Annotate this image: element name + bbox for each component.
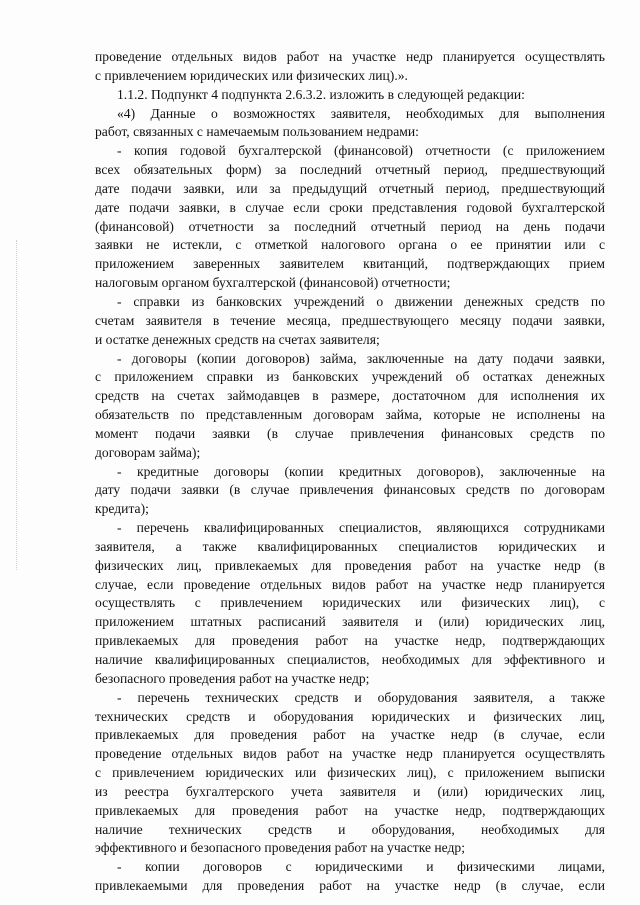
text-line: - договоры (копии договоров) займа, заключенные на дату подачи заявки, (117, 350, 605, 366)
text-line: дате подачи заявки, в случае если сроки представления годовой бухгалтерской (95, 199, 605, 215)
text-line: работ, связанных с намечаемым пользованием недрами: (95, 124, 419, 140)
text-line: - копии договоров с юридическими и физическими лицами, (117, 859, 605, 875)
text-line: дате подачи заявки, или за предыдущий отчетный период, предшествующий (95, 180, 605, 196)
text-line: - перечень квалифицированных специалистов, являющихся сотрудниками (117, 520, 605, 536)
text-line: заявки не истекли, с отметкой налогового органа о ее принятии или с (95, 237, 605, 253)
text-line: договорам займа); (95, 444, 201, 460)
text-line: приложением штатных расписаний заявителя и (или) юридических лиц, (95, 614, 605, 630)
text-line: безопасного проведения работ на участке недр; (95, 670, 370, 686)
text-line: момент подачи заявки (в случае привлечения финансовых средств по (95, 425, 605, 441)
text-line: - справки из банковских учреждений о движении денежных средств по (117, 293, 605, 309)
text-line: наличие квалифицированных специалистов, необходимых для эффективного и (95, 652, 605, 667)
document-body (95, 48, 605, 896)
text-line: заявителя, а также квалифицированных специалистов юридических и (95, 538, 605, 554)
text-line: счетам заявителя в течение месяца, предшествующего месяцу подачи заявки, (95, 312, 605, 328)
text-line: всех обязательных форм) за последний отчетный период, предшествующий (95, 162, 605, 178)
text-line: (финансовой) отчетности за последний отчетный период на день подачи (95, 218, 605, 234)
text-line: 1.1.2. Подпункт 4 подпункта 2.6.3.2. изложить в следующей редакции: (117, 86, 525, 102)
scan-margin-artifact (16, 240, 18, 570)
text-line: приложением заверенных заявителем квитанций, подтверждающих прием (95, 256, 605, 272)
text-line: проведение отдельных видов работ на участке недр планируется осуществлять (95, 49, 605, 64)
text-line: привлекаемых для проведения работ на участке недр (в случае, если (95, 727, 605, 743)
text-line: кредита); (95, 501, 149, 517)
text-line: налоговым органом бухгалтерской (финансовой) отчетности; (95, 275, 451, 291)
text-line: обязательств по представленным договорам займа, которые не исполнены на (95, 407, 605, 423)
text-line: - перечень технических средств и оборудования заявителя, а также (117, 689, 605, 705)
text-line: привлекаемых для проведения работ на участке недр, подтверждающих (95, 802, 605, 818)
text-line: проведение отдельных видов работ на участке недр планируется осуществлять (95, 746, 605, 762)
text-line: и остатке денежных средств на счетах заявителя; (95, 331, 380, 347)
text-line: осуществлять с привлечением юридических или физических лиц), с (95, 595, 605, 611)
text-line: наличие технических средств и оборудования, необходимых для (95, 821, 605, 837)
text-line: дату подачи заявки (в случае привлечения финансовых средств по договорам (95, 482, 605, 498)
text-line: с приложением справки из банковских учреждений об остатках денежных (95, 369, 605, 385)
text-line: с привлечением юридических или физических лиц), с приложением выписки (95, 765, 605, 781)
text-line: привлекаемыми для проведения работ на участке недр (в случае, если (95, 878, 605, 894)
text-line: - копия годовой бухгалтерской (финансовой) отчетности (с приложением (117, 143, 605, 159)
text-line: физических лиц, привлекаемых для проведения работ на участке недр (в (95, 557, 605, 573)
text-line: из реестра бухгалтерского учета заявителя и (или) юридических лиц, (95, 783, 605, 799)
text-line: технических средств и оборудования юридических и физических лиц, (95, 708, 605, 724)
text-line: - кредитные договоры (копии кредитных договоров), заключенные на (117, 463, 605, 479)
text-line: «4) Данные о возможностях заявителя, необходимых для выполнения (117, 105, 605, 121)
text-line: средств на счетах займодавцев в размере, достаточном для исполнения их (95, 388, 605, 404)
text-line: привлекаемых для проведения работ на участке недр, подтверждающих (95, 633, 605, 649)
text-line: случае, если проведение отдельных видов работ на участке недр планируется (95, 576, 605, 592)
text-line: с привлечением юридических или физических лиц).». (95, 67, 408, 83)
text-line: эффективного и безопасного проведения работ на участке недр; (95, 840, 466, 856)
